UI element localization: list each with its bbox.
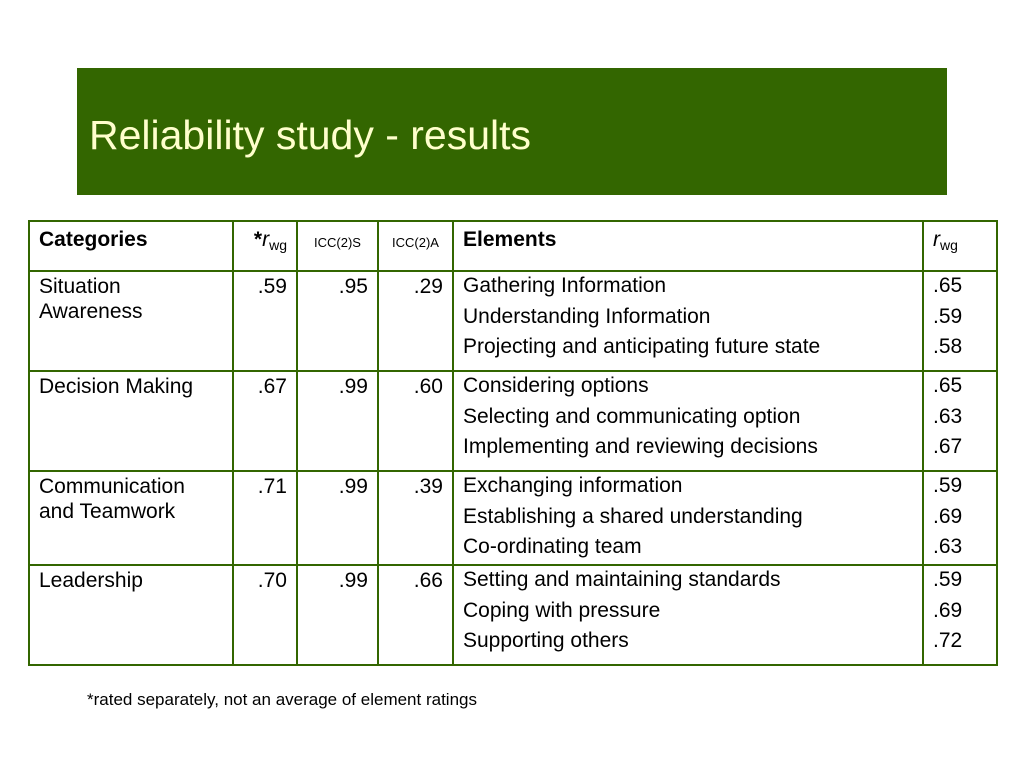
icc2a-cell: .39	[378, 471, 453, 565]
element-rwg-value: .72	[933, 629, 963, 652]
element-rwg-value: .69	[933, 598, 963, 622]
element-item: Implementing and reviewing decisions	[463, 435, 818, 458]
element-item: Gathering Information	[463, 274, 667, 297]
header-rwg-star: $*r_{wg}$	[233, 221, 297, 271]
element-item: Setting and maintaining standards	[463, 568, 781, 591]
element-rwg-cell	[923, 471, 997, 565]
category-cell: Decision Making	[29, 371, 233, 471]
icc2s-cell: .95	[297, 271, 378, 371]
element-rwg-value: .58	[933, 335, 963, 358]
icc2s-cell: .99	[297, 471, 378, 565]
element-item: Establishing a shared understanding	[463, 504, 803, 528]
element-rwg-value: .65	[933, 374, 963, 397]
header-elements: Elements	[453, 221, 923, 271]
element-rwg-value: .59	[933, 568, 963, 591]
icc2a-cell: .66	[378, 565, 453, 665]
footnote: *rated separately, not an average of element ratings	[87, 690, 477, 709]
element-item: Considering options	[463, 374, 649, 397]
element-item: Selecting and communicating option	[463, 404, 801, 428]
elements-cell	[453, 471, 923, 565]
element-rwg-value: .65	[933, 274, 963, 297]
element-rwg-value: .59	[933, 304, 963, 328]
element-rwg-value: .59	[933, 474, 963, 497]
rwg-cell: .59	[233, 271, 297, 371]
table-header-row	[29, 221, 997, 271]
category-cell: Communication and Teamwork	[29, 471, 233, 565]
element-rwg-value: .63	[933, 404, 963, 428]
element-rwg-value: .63	[933, 535, 963, 558]
rwg-cell: .70	[233, 565, 297, 665]
slide-title: Reliability study - results	[89, 112, 532, 158]
element-item: Exchanging information	[463, 474, 683, 497]
category-cell: Leadership	[29, 565, 233, 665]
table-row	[29, 271, 997, 371]
category-cell: Situation Awareness	[29, 271, 233, 371]
rwg-cell: .67	[233, 371, 297, 471]
title-banner	[77, 68, 947, 195]
header-icc2a: ICC(2)A	[378, 221, 453, 271]
table-row	[29, 565, 997, 665]
rwg-cell: .71	[233, 471, 297, 565]
header-rwg: $r_{wg}$	[923, 221, 997, 271]
table-row	[29, 471, 997, 565]
element-rwg-cell	[923, 271, 997, 371]
element-rwg-value: .67	[933, 435, 963, 458]
icc2a-cell: .60	[378, 371, 453, 471]
element-rwg-value: .69	[933, 504, 963, 528]
header-categories: Categories	[29, 221, 233, 271]
header-icc2s: ICC(2)S	[297, 221, 378, 271]
table-row	[29, 371, 997, 471]
element-rwg-cell	[923, 565, 997, 665]
element-item: Projecting and anticipating future state	[463, 335, 821, 358]
element-item: Coping with pressure	[463, 598, 661, 622]
icc2s-cell: .99	[297, 565, 378, 665]
element-rwg-cell	[923, 371, 997, 471]
elements-cell	[453, 371, 923, 471]
element-item: Supporting others	[463, 629, 629, 652]
icc2a-cell: .29	[378, 271, 453, 371]
icc2s-cell: .99	[297, 371, 378, 471]
results-table	[28, 220, 998, 666]
element-item: Understanding Information	[463, 304, 711, 328]
elements-cell	[453, 271, 923, 371]
element-item: Co-ordinating team	[463, 535, 642, 558]
elements-cell	[453, 565, 923, 665]
